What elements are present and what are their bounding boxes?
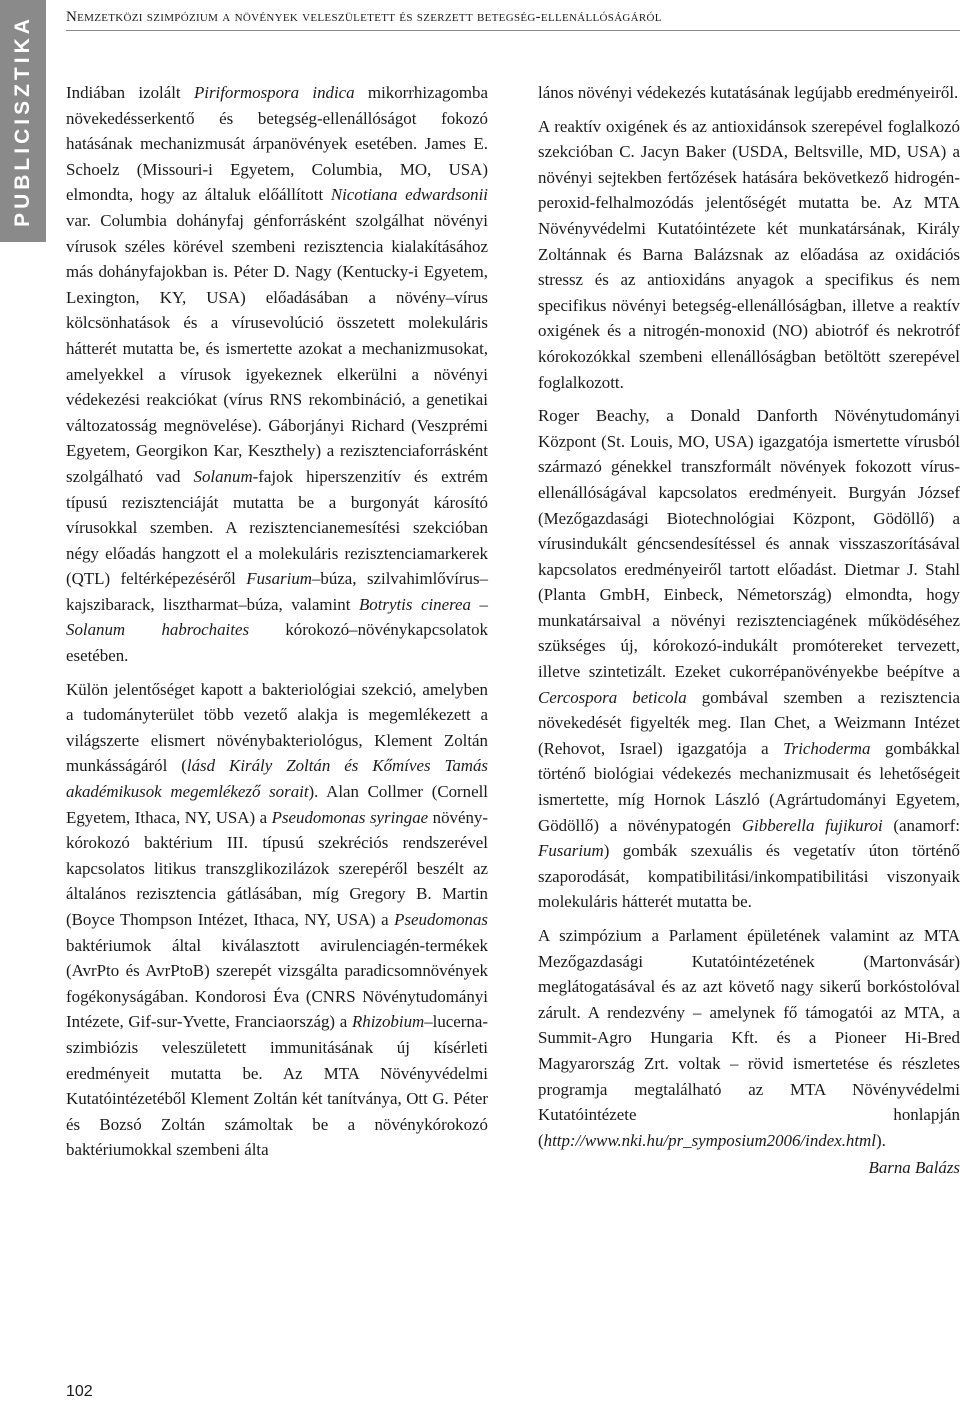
author-signature: Barna Balázs	[868, 1158, 960, 1178]
left-column	[66, 80, 488, 1163]
paragraph: A szimpózium a Parlament épületének valamint az MTA Mezőgazdasági Kutatóintézetének (Martonvásár) meglátogatásával és az azt követő nagy sikerű borkóstolóval zárult. A rendezvény – amelynek fő támogatói az MTA, a Summit-Agro Hungaria Kft. és a Pioneer Hi-Bred Magyarország Zrt. voltak – rövid ismertetése és részletes programja megtalálható az MTA Növényvédelmi Kutatóintézete honlapján (http://www.nki.hu/pr_symposium2006/index.html).	[538, 926, 960, 1150]
paragraph: Indiában izolált Piriformospora indica mikorrhizagomba növekedésserkentő és betegség-ellenállóságot fokozó hatásának mechanizmusát árpanövények esetében. James E. Schoelz (Missouri-i Egyetem, Columbia, MO, USA) elmondta, hogy az általuk előállított Nicotiana edwardsonii var. Columbia dohányfaj génforrásként szolgálhat növényi vírusok széles körével szembeni rezisztencia kialakításához más dohányfajokban is. Péter D. Nagy (Kentucky-i Egyetem, Lexington, KY, USA) előadásában a növény–vírus kölcsönhatások és a vírusevolúció összetett molekuláris hátterét mutatta be, és ismertette azokat a mechanizmusokat, amelyekkel a vírusok igyekeznek elkerülni a növényi védekezési reakciókat (vírus RNS rekombináció, a genetikai változatosság megnövelése). Gáborjányi Richard (Veszprémi Egyetem, Georgikon Kar, Keszthely) a rezisztenciaforrásként szolgálható vad Solanum-fajok hiperszenzitív és extrém típusú rezisztenciáját mutatta be a burgonyát károsító vírusokkal szemben. A rezisztencianemesítési szekcióban négy előadás hangzott el a molekuláris rezisztenciamarkerek (QTL) feltérképezéséről Fusarium–búza, szilvahimlővírus–kajszibarack, lisztharmat–búza, valamint Botrytis cinerea – Solanum habrochaites kórokozó–növénykapcsolatok esetében.	[66, 83, 489, 666]
website-link: http://www.nki.hu/pr_symposium2006/index.html	[543, 1130, 876, 1150]
right-column	[538, 80, 960, 1181]
paragraph: lános növényi védekezés kutatásának legújabb eredményeiről.	[538, 83, 959, 102]
page-number: 102	[66, 1383, 93, 1400]
running-header: Nemzetközi szimpózium a növények veleszületett és szerzett betegség-ellenállóságáról	[66, 9, 662, 25]
paragraph: A reaktív oxigének és az antioxidánsok szerepével foglalkozó szekcióban C. Jacyn Baker (USDA, Beltsville, MD, USA) a növényi sejtekben fertőzések hatására bekövetkező hidrogén-peroxid-felhalmozódás jelentőségét mutatta be. Az MTA Növényvédelmi Kutatóintézete két munkatársának, Király Zoltánnak és Barna Balázsnak az előadása az oxidációs stressz és az antioxidáns anyagok a specifikus és nem specifikus növényi betegség-ellenállóságban, illetve a reaktív oxigének és a nitrogén-monoxid (NO) abiotróf és nekrotróf kórokozókkal szembeni ellenállóságban betöltött szerepével foglalkozott.	[538, 116, 960, 392]
paragraph: Külön jelentőséget kapott a bakteriológiai szekció, amelyben a tudományterület több vezető alakja is megemlékezett a világszerte elismert növénybakteriológus, Klement Zoltán munkásságáról (lásd Király Zoltán és Kőmíves Tamás akadémikusok megemlékező sorait). Alan Collmer (Cornell Egyetem, Ithaca, NY, USA) a Pseudomonas syringae növénykórokozó baktérium III. típusú szekréciós rendszerével kapcsolatos litikus transzglikozilázok szerepéről beszélt az általános rezisztencia gátlásában, míg Gregory B. Martin (Boyce Thompson Intézet, Ithaca, NY, USA) a Pseudomonas baktériumok által kiválasztott avirulenciagén-termékek (AvrPto és AvrPtoB) szerepét vizsgálta paradicsomnövények fogékonyságában. Kondorosi Éva (CNRS Növénytudományi Intézete, Gif-sur-Yvette, Franciaország) a Rhizobium–lucerna-szimbiózis veleszületett immunitásának új kísérleti eredményeit mutatta be. Az MTA Növényvédelmi Kutatóintézetéből Klement Zoltán két tanítványa, Ott G. Péter és Bozsó Zoltán számoltak be a növénykórokozó baktériumokkal szembeni álta	[66, 679, 488, 1160]
section-label: PUBLICISZTIKA	[11, 15, 34, 227]
paragraph: Roger Beachy, a Donald Danforth Növénytudományi Központ (St. Louis, MO, USA) igazgatója ismertette vírusból származó génekkel transzformált növények fokozott vírus-ellenállóságával kapcsolatos eredményeit. Burgyán József (Mezőgazdasági Biotechnológiai Központ, Gödöllő) a vírusindukált géncsendesítéssel és annak visszaszorításával kapcsolatos eredményeiről tartott előadást. Dietmar J. Stahl (Planta GmbH, Einbeck, Németország) elmondta, hogy munkatársaival a növényi rezisztenciagének működéséhez szükséges új, kórokozó-indukált promótereket tervezett, illetve szintetizált. Ezeket cukorrépanövényekbe beépítve a Cercospora beticola gombával szemben a rezisztencia növekedését figyelték meg. Ilan Chet, a Weizmann Intézet (Rehovot, Israel) igazgatója a Trichoderma gombákkal történő biológiai védekezés mechanizmusait és lehetőségeit ismertette, míg Hornok László (Agrártudományi Egyetem, Gödöllő) a növénypatogén Gibberella fujikuroi (anamorf: Fusarium) gombák szexuális és vegetatív úton történő szaporodását, kompatibilitási/inkompatibilitási viszonyaik molekuláris hátterét mutatta be.	[538, 406, 960, 912]
header-divider	[66, 30, 960, 31]
section-sidebar	[0, 0, 46, 242]
